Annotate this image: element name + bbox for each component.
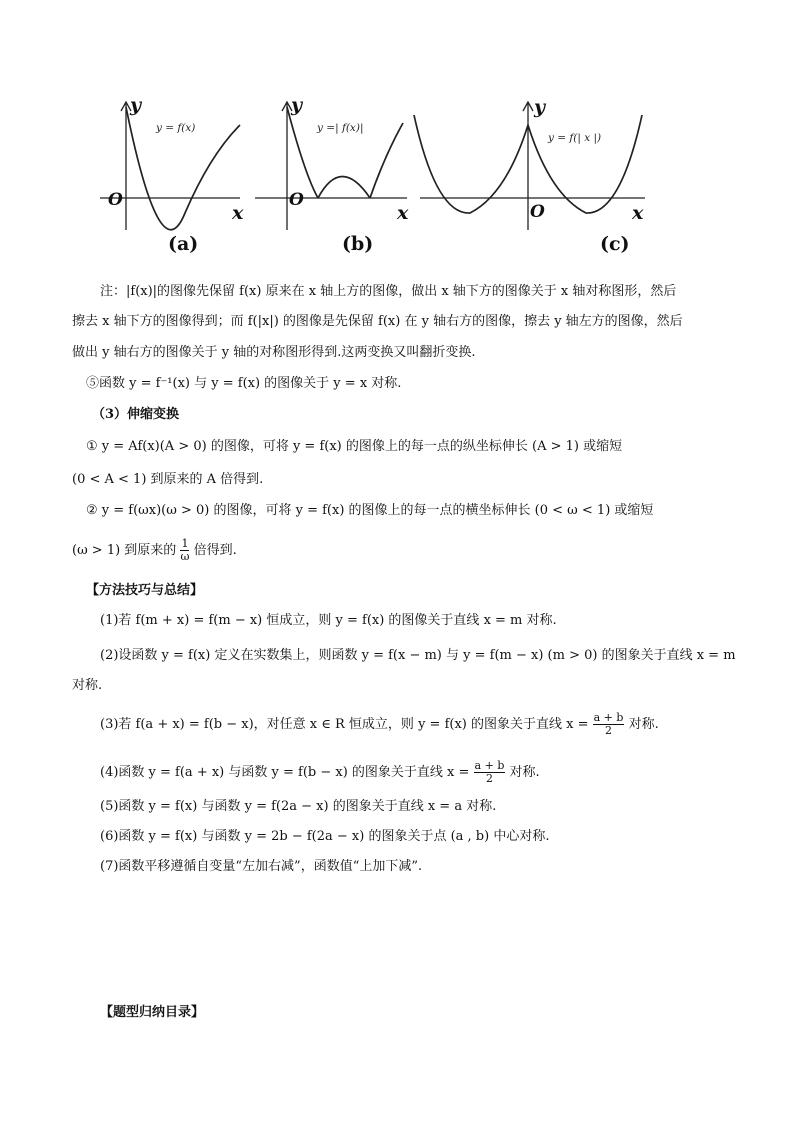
method-4-pre: (4)函数 y = f(a + x) 与函数 y = f(b − x) 的图象关于直线 x = <box>100 765 470 780</box>
function-label: y =| f(x)| <box>317 122 364 134</box>
origin-label: O <box>289 190 304 210</box>
graph-c-svg <box>420 95 660 235</box>
y-axis-label: y <box>291 94 303 116</box>
frac-den: ω <box>180 550 190 563</box>
fraction-1-over-omega <box>180 538 189 563</box>
method-4-post: 对称. <box>509 765 540 780</box>
frac-num: a + b <box>474 759 505 772</box>
method-3-post: 对称. <box>628 717 659 732</box>
caption-b: (b) <box>342 233 374 255</box>
origin-label: O <box>530 202 545 222</box>
frac-den: 2 <box>485 772 493 785</box>
caption-c: (c) <box>600 233 630 255</box>
method-7: (7)函数平移遵循自变量“左加右减”，函数值“上加下减”. <box>100 859 423 874</box>
curve-hump <box>318 177 370 199</box>
x-axis-label: x <box>232 202 244 224</box>
caption-a: (a) <box>168 233 199 255</box>
graph-b <box>255 94 415 255</box>
function-label: y = f(| x |) <box>548 132 602 144</box>
methods-title: 【方法技巧与总结】 <box>86 583 204 598</box>
method-1: (1)若 f(m + x) = f(m − x) 恒成立，则 y = f(x) 的图像关于直线 x = m 对称. <box>100 613 557 628</box>
method-6: (6)函数 y = f(x) 与函数 y = 2b − f(2a − x) 的图象关于点 (a , b) 中心对称. <box>100 829 550 844</box>
method-4 <box>100 760 540 785</box>
method-5: (5)函数 y = f(x) 与函数 y = f(2a − x) 的图象关于直线 x = a 对称. <box>100 799 497 814</box>
frac-num: 1 <box>181 537 189 550</box>
frac-num: a + b <box>593 711 624 724</box>
function-label: y = f(x) <box>156 122 196 134</box>
origin-label: O <box>108 190 123 210</box>
y-axis-label: y <box>130 94 142 116</box>
stretch-2-pre: (ω > 1) 到原来的 <box>72 543 177 558</box>
graph-a-svg <box>90 95 250 235</box>
note-line-3: 做出 y 轴右方的图像关于 y 轴的对称图形得到.这两变换又叫翻折变换. <box>72 345 476 360</box>
stretch-2-line-1: ② y = f(ωx)(ω > 0) 的图像，可将 y = f(x) 的图像上的每一点的横坐标伸长 (0 < ω < 1) 或缩短 <box>86 503 654 518</box>
method-2-line-2: 对称. <box>72 678 103 693</box>
fraction-a-plus-b-over-2 <box>593 712 625 737</box>
note-line-1: 注：|f(x)|的图像先保留 f(x) 原来在 x 轴上方的图像，做出 x 轴下方的图像关于 x 轴对称图形，然后 <box>100 284 677 299</box>
stretch-1-line-1: ① y = Af(x)(A > 0) 的图像，可将 y = f(x) 的图像上的每一点的纵坐标伸长 (A > 1) 或缩短 <box>86 439 623 454</box>
y-axis-label: y <box>534 96 546 118</box>
graph-c <box>420 95 660 255</box>
section-3-title: （3）伸缩变换 <box>92 407 180 422</box>
x-axis-label: x <box>632 202 644 224</box>
function-graphs <box>90 95 660 265</box>
item-5: ⑤函数 y = f⁻¹(x) 与 y = f(x) 的图像关于 y = x 对称. <box>86 376 402 391</box>
stretch-2-post: 倍得到. <box>193 543 237 558</box>
graph-a <box>90 94 250 255</box>
fraction-a-plus-b-over-2 <box>474 760 506 785</box>
method-3 <box>100 712 659 737</box>
graph-b-svg <box>255 95 415 235</box>
note-line-2: 擦去 x 轴下方的图像得到；而 f(|x|) 的图像是先保留 f(x) 在 y 轴右方的图像，擦去 y 轴左方的图像，然后 <box>72 314 683 329</box>
stretch-2-line-2 <box>72 538 237 563</box>
catalog-title: 【题型归纳目录】 <box>100 1005 205 1020</box>
curve-right <box>370 123 403 198</box>
curve-left <box>287 107 318 198</box>
stretch-1-line-2: (0 < A < 1) 到原来的 A 倍得到. <box>72 472 264 487</box>
method-3-pre: (3)若 f(a + x) = f(b − x)，对任意 x ∈ R 恒成立，则 y = f(x) 的图象关于直线 x = <box>100 717 589 732</box>
method-2-line-1: (2)设函数 y = f(x) 定义在实数集上，则函数 y = f(x − m) 与 y = f(m − x) (m > 0) 的图象关于直线 x = m <box>100 648 736 663</box>
frac-den: 2 <box>605 724 613 737</box>
x-axis-label: x <box>397 202 409 224</box>
